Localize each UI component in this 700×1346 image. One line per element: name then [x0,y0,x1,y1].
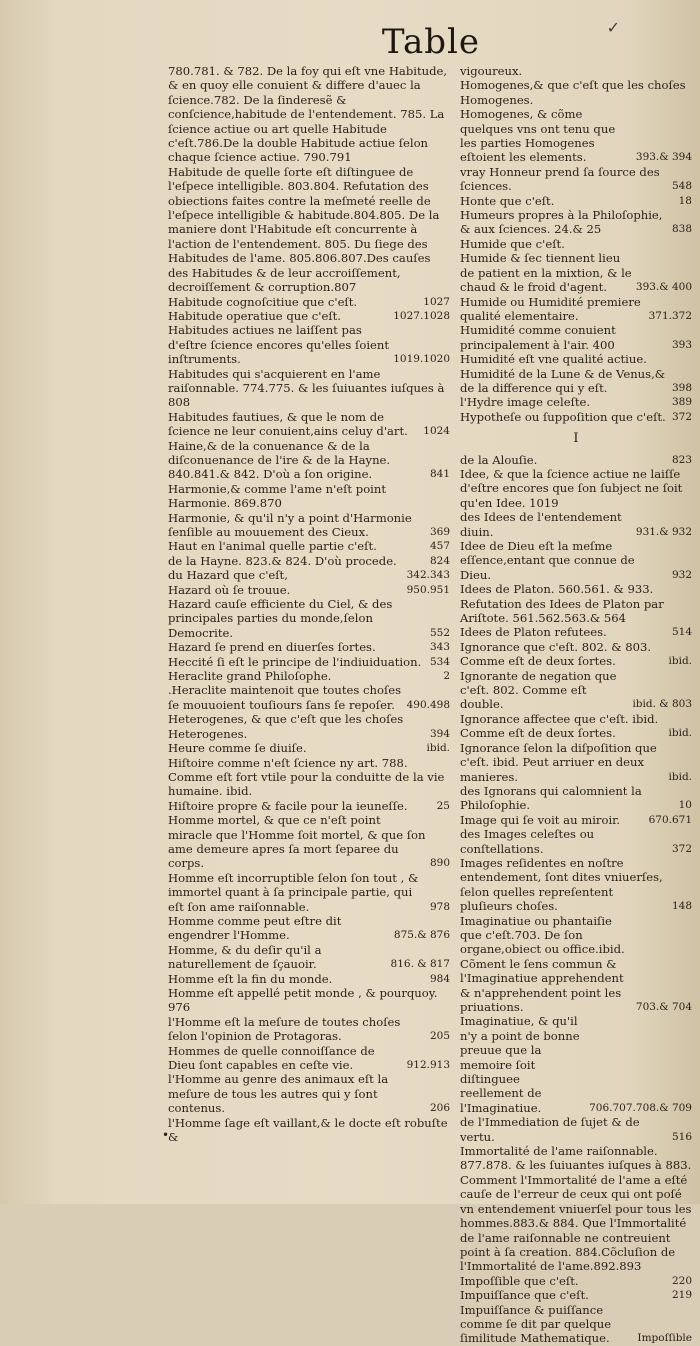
index-entry-text: Homme eſt incorruptible ſelon ſon tout , & immortel quant à ſa principale partie, qui eſt ſon ame raiſonnable. [168,870,419,914]
index-entry [168,756,450,799]
page-title: Table [381,22,480,62]
index-entry [168,597,450,640]
index-entry [460,107,692,165]
index-entry-text: Homme, & du deſir qu'il a naturellement de ſçauoir. [168,942,322,972]
index-entry [460,1274,692,1288]
index-entry-ref: 514 [671,626,692,639]
index-entry-ref: 389 [671,396,692,409]
index-entry-ref: 875.& 876 [393,929,450,942]
index-entry-ref: 516 [671,1130,692,1143]
index-entry-text: des Ignorans qui calomnient la Philoſophie. [460,783,642,813]
index-entry [460,194,692,208]
index-entry-ref: 343 [429,641,450,654]
index-entry [168,1044,450,1073]
index-entry-text: Hiſtoire comme n'eſt ſcience ny art. 788. Comme eſt fort vtile pour la conduitte de la vie humaine. ibid. [168,755,445,799]
index-entry [460,625,692,639]
index-entry-ref: 931.& 932 [635,525,692,538]
index-entry-text: Immortalité de l'ame raiſonnable. 877.878. & les ſuiuantes iuſques à 883. Comment l'Immortalité de l'ame a eſté cauſe de l'erreur de ceux qui ont poſé vn entendement vniuerſel pour tous les hommes.883.& 884. Que l'Immortalité de l'ame raiſonnable ne contreuient point à ſa creation. 884.Cõcluſion de l'Immortalité de l'ame.892.893 [460,1144,692,1274]
index-entry [460,1144,692,1274]
index-entry-text: Habitudes actiues ne laiſſent pas d'eſtre ſcience encores qu'elles ſoient inſtruments. [168,323,390,367]
index-entry [460,712,692,741]
index-entry [168,986,450,1015]
index-entry-text: Homme comme peut eſtre dit engendrer l'Homme. [168,913,342,943]
right-column-h-entries [460,64,692,424]
index-entry-ref: 148 [671,900,692,913]
index-entry [168,741,450,755]
index-entry [460,827,692,856]
index-entry-ref: 393.& 400 [635,281,692,294]
index-entry-text: Homme mortel, & que ce n'eſt point miracle que l'Homme ſoit mortel, & que ſon ame demeure apres ſa mort ſeparee du corps. [168,813,426,871]
index-entry [460,1014,692,1115]
index-entry-text: Humide que c'eſt. [460,236,565,251]
index-entry [460,410,692,424]
index-entry-text: vray Honneur prend ſa ſource des ſciences. [460,164,660,194]
section-letter: I [573,431,579,447]
index-entry-text: des Images celeſtes ou conſtellations. [460,827,595,856]
index-entry-ref: 205 [429,1030,450,1043]
index-entry-text: 780.781. & 782. De la foy qui eſt vne Habitude, & en quoy elle conuient & differe d'auec la ſcience.782. De la ſinderesẽ & conſcience,habitude de l'entendement. 785. La ſcience actiue ou art quelle Habitude c'eſt.786.De la double Habitude actiue ſelon chaque ſcience actiue. 790.791 [168,64,448,165]
index-entry-ref: 372 [671,842,692,855]
index-entry [460,784,692,813]
index-entry [168,539,450,553]
index-entry [168,439,450,482]
index-entry-ref: 206 [429,1102,450,1115]
index-entry-text: Imaginatiue ou phantaiſie que c'eſt.703. De ſon organe,obiect ou office.ibid. Cõment le ſens commun & l'Imaginatiue apprehendent & n'apprehendent point les priuations. [460,913,625,1014]
index-entry-text: Hazard cauſe efficiente du Ciel, & des principales parties du monde,ſelon Democrite. [168,597,393,640]
index-entry [168,799,450,813]
index-entry-text: Habitudes fautiues, & que le nom de ſcience ne leur conuient,ains celuy d'art. [168,409,408,439]
index-entry-text: Imaginatiue, & qu'il n'y a point de bonne preuue que la memoire ſoit diſtinguee reellement de l'Imaginatiue. [460,1014,580,1115]
right-column [460,64,692,1346]
index-entry-text: Heure comme ſe diuiſe. [168,741,307,756]
index-entry-ref: 1024 [423,425,450,438]
index-entry-ref: 890 [429,857,450,870]
index-entry-text: Impuiſſance que c'eſt. [460,1288,589,1303]
index-entry-text: Homme eſt appellé petit monde , & pourquoy. 976 [168,986,438,1015]
left-column [168,64,450,1144]
index-entry [168,813,450,871]
index-entry-ref: 841 [429,468,450,481]
index-entry-text: Harmonie,& comme l'ame n'eſt point Harmonie. 869.870 [168,481,387,511]
index-entry-text: Hypotheſe ou ſuppoſition que c'eſt. [460,409,666,424]
index-entry-text: Humidité eſt vne qualité actiue. [460,352,647,367]
index-entry-text: Idee, & que la ſcience actiue ne laiſſe d'eſtre encores que ſon ſubject ne ſoit qu'en Idee. 1019 [460,466,683,510]
index-entry-ref: 706.707.708.& 709 [589,1101,692,1114]
check-mark-icon: ✓ [606,18,620,37]
index-entry [460,1303,692,1346]
index-entry-text: Humidité comme conuient principalement à l'air. 400 [460,323,616,352]
index-entry-text: Idee de Dieu eſt la meſme eſſence,entant que connue de Dieu. [460,539,635,582]
index-entry-ref: ibid. & 803 [632,698,692,711]
index-entry [460,453,692,467]
index-entry-text: Idees de Platon. 560.561. & 933. Refutation des Idees de Platon par Ariſtote. 561.562.563.& 564 [460,582,664,626]
bullet-mark: • [162,1128,170,1142]
index-entry-ref: 219 [671,1289,692,1302]
index-entry-ref: 2 [443,670,450,683]
index-entry [460,395,692,409]
index-entry [460,582,692,625]
index-entry-text: Heraclite grand Philoſophe. [168,669,332,684]
index-entry [168,972,450,986]
index-entry [168,712,450,741]
index-entry-ref: Impoſſible [637,1332,692,1345]
index-entry [168,655,450,669]
index-entry-ref: 342.343 [406,569,450,582]
index-entry-text: vigoureux. [460,64,523,78]
index-entry-ref: 18 [678,194,692,207]
index-entry [168,295,450,309]
right-column-i-entries [460,453,692,1346]
index-entry [460,813,692,827]
index-entry-ref: ibid. [668,727,692,740]
index-entry-ref: 950.951 [406,583,450,596]
index-entry-text: Hiſtoire propre & facile pour la ieuneſſe. [168,798,408,813]
index-entry-text: Habitude de quelle ſorte eſt diſtinguee de l'eſpece intelligible. 803.804. Refutation des obiections faites contre la meſmeté reelle de l'eſpece intelligible & habitude.804.805. De la maniere dont l'Habitude eſt concurrente à l'action de l'entendement. 805. Du ſiege des Habitudes de l'ame. 805.806.807.Des cauſes des Habitudes & de leur accroiſſement, decroiſſement & corruption.807 [168,164,440,295]
index-entry [168,1015,450,1044]
index-entry-ref: 394 [429,727,450,740]
index-entry-text: Ignorance affectee que c'eſt. ibid. Comme eſt de deux ſortes. [460,711,659,741]
index-entry [168,640,450,654]
index-entry [460,352,692,366]
index-entry-text: l'Homme ſage eſt vaillant,& le docte eſt robuſte & [168,1115,448,1145]
index-entry [168,914,450,943]
index-entry-text: Homogenes, & cõme quelques vns ont tenu que les parties Homogenes eſtoient les elements. [460,107,616,165]
index-entry [168,309,450,323]
index-entry-ref: 838 [671,223,692,236]
index-entry [168,165,450,295]
index-entry-text: Haut en l'animal quelle partie c'eſt. [168,539,377,554]
index-entry-text: l'Homme eſt la meſure de toutes choſes ſelon l'opinion de Protagoras. [168,1014,401,1044]
index-entry-ref: 1027 [423,295,450,308]
index-entry-ref: 457 [429,540,450,553]
index-entry [460,510,692,539]
index-entry-ref: 534 [429,655,450,668]
index-entry-ref: 823 [671,453,692,466]
index-entry-text: .Heraclite maintenoit que toutes choſes ſe mouuoient touſiours ſans ſe repoſer. [168,683,402,712]
index-entry [168,482,450,511]
index-entry [460,914,692,1015]
index-entry-text: de la Hayne. 823.& 824. D'où procede. [168,553,397,568]
index-entry-text: Ignorante de negation que c'eſt. 802. Comme eſt double. [460,668,617,712]
index-entry-text: Harmonie, & qu'il n'y a point d'Harmonie ſenſible au mouuement des Cieux. [168,510,412,539]
index-entry-ref: 670.671 [648,813,692,826]
index-entry-ref: ibid. [668,655,692,668]
index-entry [168,554,450,568]
index-entry [168,683,450,712]
index-entry-text: Homme eſt la fin du monde. [168,971,333,986]
index-entry-ref: ibid. [668,770,692,783]
index-entry-ref: 371.372 [648,309,692,322]
index-entry [460,1288,692,1302]
index-entry-ref: 912.913 [406,1059,450,1072]
index-entry-ref: 978 [429,900,450,913]
index-entry [460,295,692,324]
index-entry-text: Hazard où ſe trouue. [168,582,291,597]
index-entry-ref: 548 [671,180,692,193]
index-entry [460,741,692,784]
index-entry-ref: 220 [671,1274,692,1287]
index-entry [168,583,450,597]
index-entry-text: Habitudes qui s'acquierent en l'ame raiſonnable. 774.775. & les ſuiuantes iuſques à 808 [168,366,445,410]
index-entry-text: du Hazard que c'eſt, [168,568,288,583]
index-entry [168,323,450,366]
index-entry-text: Heterogenes, & que c'eſt que les choſes Heterogenes. [168,712,404,741]
index-entry-ref: 398 [671,381,692,394]
index-entry [168,410,450,439]
index-entry-text: Habitude cognoſcitiue que c'eſt. [168,294,358,309]
index-entry [460,1115,692,1144]
index-entry-ref: 1027.1028 [393,309,450,322]
index-entry-text: de la Alouſie. [460,452,538,467]
index-entry-text: Haine,& de la conuenance & de la diſconuenance de l'ire & de la Hayne. 840.841.& 842. D'où a ſon origine. [168,438,391,482]
index-entry [460,78,692,107]
index-entry-ref: 490.498 [406,698,450,711]
index-entry [460,467,692,510]
index-entry [460,640,692,669]
index-entry-text: Honte que c'eſt. [460,193,555,208]
index-entry-text: de l'Immediation de ſujet & de vertu. [460,1115,640,1144]
index-entry-ref: 372 [671,410,692,423]
index-entry-text: Habitude operatiue que c'eſt. [168,308,341,323]
index-entry-text: Humide ou Humidité premiere qualité elementaire. [460,294,641,323]
index-entry [168,367,450,410]
index-entry-text: Ignorance que c'eſt. 802. & 803. Comme eſt de deux ſortes. [460,639,652,669]
index-entry [460,856,692,914]
index-entry-ref: 824 [429,554,450,567]
index-entry [460,669,692,712]
index-entry-ref: 932 [671,568,692,581]
index-entry-text: Impoſſible que c'eſt. [460,1273,579,1288]
index-entry-text: Image qui ſe voit au miroir. [460,812,621,827]
index-entry-ref: 393.& 394 [635,151,692,164]
index-entry-text: des Idees de l'entendement diuin. [460,510,622,539]
index-entry-text: Hommes de quelle connoiſſance de Dieu ſont capables en ceſte vie. [168,1043,375,1073]
index-entry [168,568,450,582]
index-entry [168,1116,450,1145]
index-entry-text: Humide & ſec tiennent lieu de patient en la mixtion, & le chaud & le froid d'agent. [460,251,632,295]
index-entry [460,237,692,251]
index-entry-ref: 393 [671,338,692,351]
index-entry-ref: ibid. [426,742,450,755]
index-entry [460,64,692,78]
index-entry-ref: 816. & 817 [390,958,450,971]
index-entry-ref: 369 [429,526,450,538]
index-entry [460,539,692,582]
index-entry-text: Impuiſſance & puiſſance comme ſe dit par quelque ſimilitude Mathematique. [460,1302,612,1346]
index-entry-text: Hazard ſe prend en diuerſes ſortes. [168,640,376,655]
index-entry-text: l'Hydre image celeſte. [460,395,591,410]
index-entry-text: l'Homme au genre des animaux eſt la meſure de tous les autres qui y ſont contenus. [168,1072,389,1116]
index-entry [460,208,692,237]
index-entry-text: Humidité de la Lune & de Venus,& de la difference qui y eſt. [460,366,666,395]
index-entry [460,367,692,396]
index-entry-ref: 1019.1020 [393,353,450,366]
index-entry [168,669,450,683]
index-entry [460,251,692,294]
index-entry-ref: 703.& 704 [635,1001,692,1013]
index-entry-text: Heccité ſi eſt le principe de l'indiuiduation. [168,654,422,669]
index-entry-ref: 984 [429,972,450,985]
index-entry-text: Idees de Platon refutees. [460,625,607,640]
index-entry-text: Homogenes,& que c'eſt que les choſes Homogenes. [460,78,686,107]
index-entry [168,871,450,914]
index-entry-text: Images reſidentes en noſtre entendement, ſont dites vniuerſes, ſelon quelles repreſentent pluſieurs choſes. [460,855,663,914]
index-entry-ref: 10 [678,799,692,812]
index-entry-text: Ignorance ſelon la diſpoſition que c'eſt. ibid. Peut arriuer en deux manieres. [460,740,657,784]
index-entry [168,943,450,972]
index-entry [460,323,692,352]
index-entry [168,64,450,165]
index-entry [168,511,450,540]
index-entry-ref: 552 [429,626,450,639]
index-entry-ref: 25 [436,799,450,812]
index-entry [460,165,692,194]
index-entry [168,1072,450,1115]
index-entry-text: Humeurs propres à la Philoſophie, & aux ſciences. 24.& 25 [460,208,663,237]
